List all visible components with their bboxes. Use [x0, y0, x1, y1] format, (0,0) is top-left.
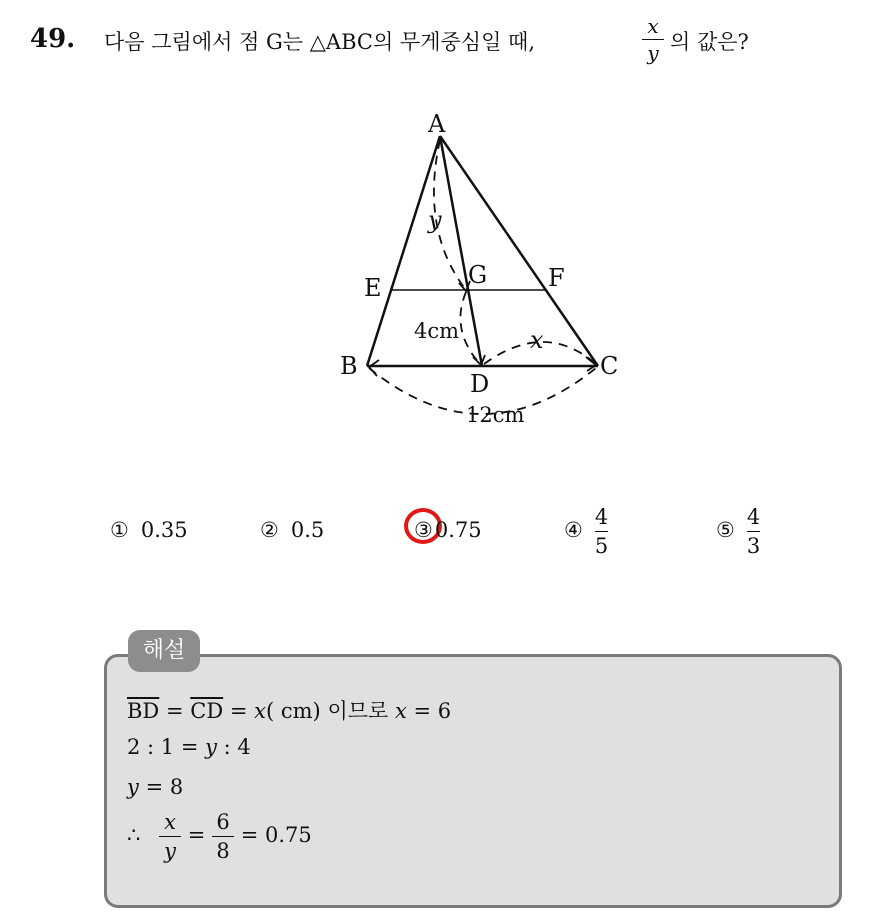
value: = 6 — [413, 699, 452, 723]
solution-tab: 해설 — [128, 630, 200, 672]
result: = 0.75 — [240, 823, 312, 847]
question-text: 다음 그림에서 점 G는 △ABC의 무게중심일 때, — [104, 30, 535, 54]
fraction-bar — [595, 531, 608, 532]
label-x: x — [530, 326, 544, 354]
answer-choices — [100, 500, 820, 570]
label-c: C — [600, 352, 619, 380]
label-e: E — [364, 274, 382, 302]
triangle-figure — [330, 100, 640, 440]
label-bc-length: 12cm — [466, 403, 525, 427]
therefore-symbol: ∴ — [127, 823, 141, 847]
question — [30, 10, 870, 70]
solution-box — [104, 654, 842, 908]
label-d: D — [470, 370, 490, 398]
choice-2[interactable] — [260, 518, 324, 542]
solution-line-1 — [127, 695, 451, 725]
unit: ( cm) — [266, 699, 321, 723]
choice-mark: ③ — [414, 518, 433, 542]
label-b: B — [340, 352, 358, 380]
choice-3[interactable] — [414, 518, 482, 542]
label-gd-length: 4cm — [414, 319, 460, 343]
equals: = — [229, 699, 248, 723]
var-y: y — [205, 735, 217, 759]
fraction-bar — [747, 531, 760, 532]
choice-4[interactable] — [564, 504, 608, 559]
ratio-right: : 4 — [223, 735, 251, 759]
fraction-numerator: 4 — [746, 505, 761, 529]
choice-mark: ① — [110, 518, 129, 542]
choice-value: 0.5 — [290, 518, 325, 542]
var-y: y — [127, 775, 139, 799]
solution-line-2 — [127, 735, 251, 759]
choice-mark: ④ — [564, 518, 583, 542]
var-x: x — [254, 699, 266, 723]
fraction-denominator: y — [647, 41, 659, 65]
question-number: 49. — [30, 24, 76, 54]
choice-fraction — [747, 504, 760, 559]
connector-text: 이므로 — [327, 699, 389, 723]
choice-value: 0.75 — [434, 518, 482, 542]
equals: = — [165, 699, 184, 723]
choice-mark: ② — [260, 518, 279, 542]
ratio-left: 2 : 1 = — [127, 735, 199, 759]
segment-bd: $\overline{BD}$ — [127, 699, 160, 723]
value: = 8 — [145, 775, 184, 799]
fraction-6-over-8 — [212, 809, 234, 864]
question-tail: 의 값은? — [670, 30, 749, 54]
choice-fraction — [595, 504, 608, 559]
label-y: y — [428, 206, 442, 234]
fraction-numerator: x — [164, 810, 176, 834]
label-a: A — [428, 110, 446, 138]
choice-1[interactable] — [110, 518, 188, 542]
fraction-x-over-y — [159, 809, 181, 864]
choice-mark: ⑤ — [716, 518, 735, 542]
choice-5[interactable] — [716, 504, 760, 559]
fraction-denominator: 3 — [746, 534, 761, 558]
fraction-numerator: x — [647, 14, 659, 38]
label-g: G — [468, 261, 488, 289]
segment-cd: $\overline{CD}$ — [190, 699, 224, 723]
fraction-bar — [159, 836, 181, 837]
var-x: x — [394, 699, 407, 723]
fraction-bar — [212, 836, 234, 837]
fraction-denominator: y — [164, 839, 176, 863]
arrow-b — [369, 360, 379, 376]
fraction-denominator: 8 — [216, 839, 230, 863]
solution-line-4 — [127, 809, 312, 864]
fraction-numerator: 4 — [594, 505, 609, 529]
choice-value: 0.35 — [140, 518, 188, 542]
equals: = — [187, 823, 206, 847]
fraction-numerator: 6 — [216, 810, 230, 834]
side-ac — [440, 136, 598, 366]
question-fraction — [642, 14, 664, 65]
label-f: F — [548, 264, 565, 292]
fraction-bar — [642, 39, 664, 40]
solution-line-3 — [127, 775, 183, 799]
triangle-diagram — [330, 100, 640, 440]
fraction-denominator: 5 — [594, 534, 609, 558]
